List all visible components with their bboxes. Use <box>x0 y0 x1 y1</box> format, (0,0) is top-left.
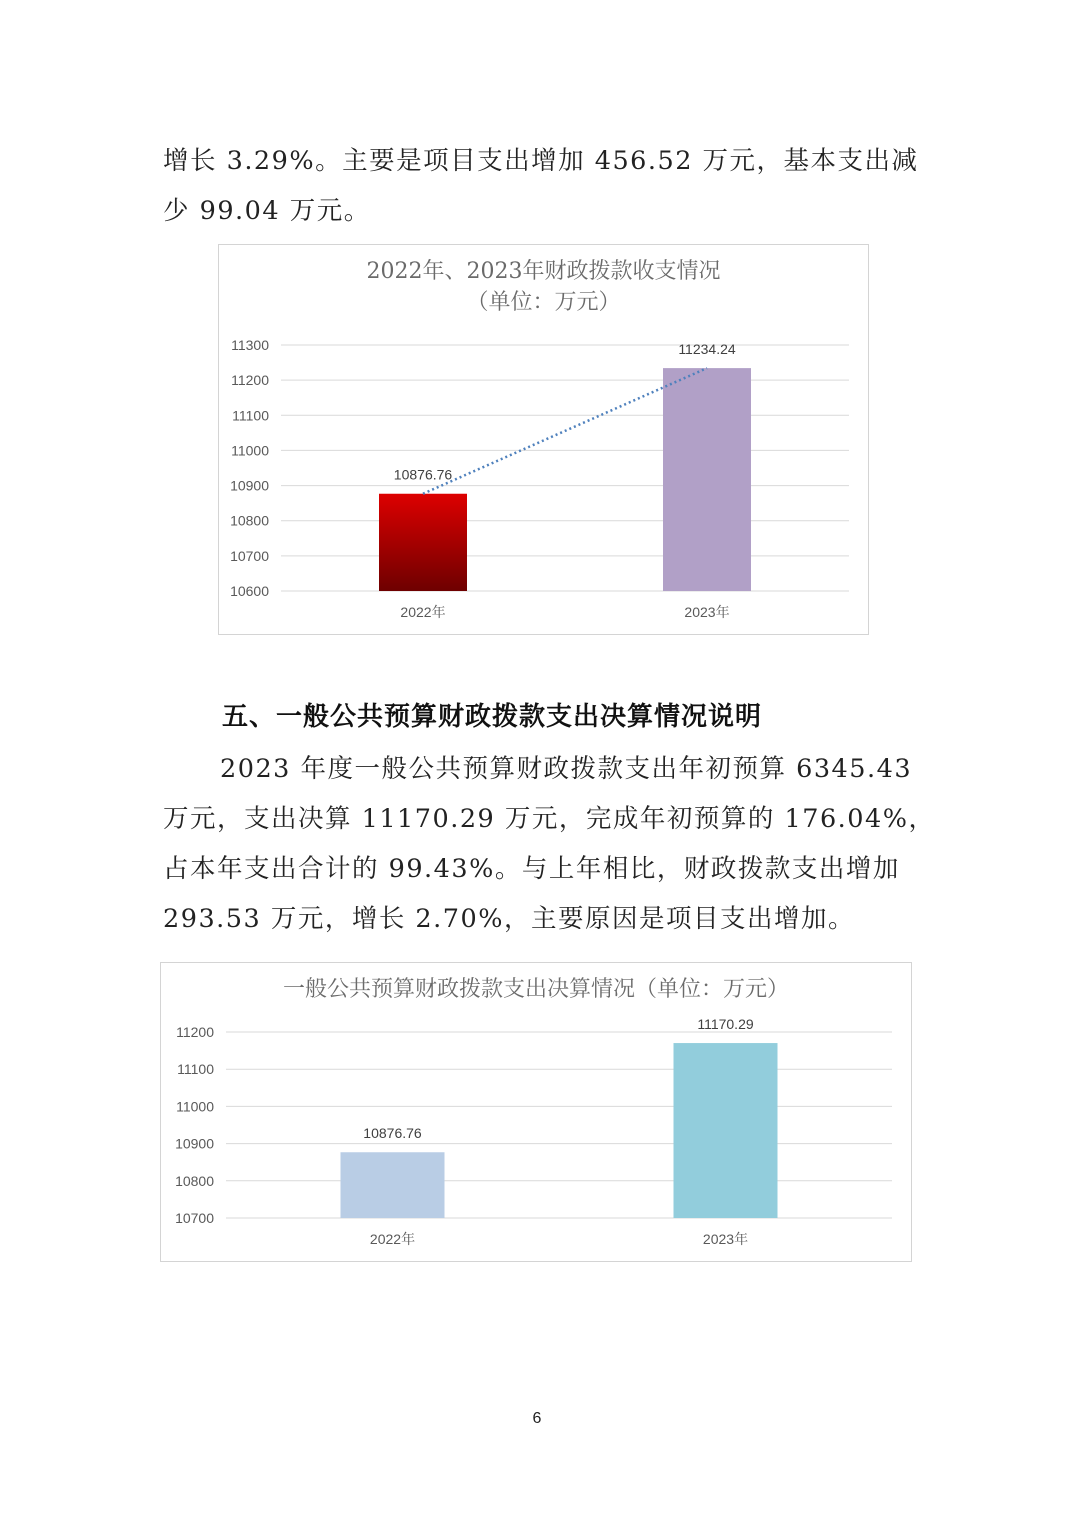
data-label: 10876.76 <box>393 466 453 483</box>
chart1-plot <box>219 245 870 636</box>
chart1-subtitle: （单位：万元） <box>466 290 621 315</box>
intro-line-2: 少 99.04 万元。 <box>163 196 371 226</box>
y-tick-label: 11200 <box>176 1024 214 1040</box>
y-tick-label: 10900 <box>175 1135 214 1152</box>
page-number: 6 <box>532 1410 542 1427</box>
bar <box>674 1043 778 1218</box>
y-tick-label: 10700 <box>230 547 269 564</box>
x-tick-label: 2022年 <box>369 1231 416 1247</box>
bar <box>379 494 467 591</box>
x-tick-label: 2023年 <box>702 1231 749 1247</box>
data-label: 10876.76 <box>363 1125 422 1142</box>
section-line-2: 万元，支出决算 11170.29 万元，完成年初预算的 176.04%， <box>163 804 936 834</box>
chart2-plot <box>161 963 913 1263</box>
y-tick-label: 10700 <box>175 1210 214 1226</box>
y-tick-label: 11000 <box>176 1098 214 1115</box>
y-tick-label: 11200 <box>231 372 269 389</box>
y-tick-label: 10800 <box>230 512 269 529</box>
y-tick-label: 11300 <box>231 337 269 353</box>
section-line-1: 2023 年度一般公共预算财政拨款支出年初预算 6345.43 <box>220 754 913 784</box>
section-heading: 五、一般公共预算财政拨款支出决算情况说明 <box>222 702 763 732</box>
y-tick-label: 10800 <box>175 1172 214 1189</box>
bar <box>341 1152 445 1218</box>
x-tick-label: 2022年 <box>400 604 446 620</box>
bar <box>663 368 751 591</box>
intro-paragraph <box>163 136 919 236</box>
y-tick-label: 11000 <box>231 442 269 459</box>
y-tick-label: 11100 <box>232 407 269 424</box>
x-tick-label: 2023年 <box>684 604 730 620</box>
section-paragraph <box>163 744 936 944</box>
chart-general-budget-expense <box>160 962 912 1262</box>
chart2-title: 一般公共预算财政拨款支出决算情况（单位：万元） <box>282 977 789 1002</box>
y-tick-label: 10900 <box>230 477 269 494</box>
section-line-3: 占本年支出合计的 99.43%。与上年相比，财政拨款支出增加 <box>163 854 900 884</box>
chart-appropriation-income-expense <box>218 244 869 635</box>
data-label: 11234.24 <box>678 341 736 358</box>
section-line-4: 293.53 万元，增长 2.70%，主要原因是项目支出增加。 <box>163 904 855 934</box>
y-tick-label: 11100 <box>177 1061 214 1078</box>
data-label: 11170.29 <box>697 1016 754 1033</box>
chart1-title: 2022年、2023年财政拨款收支情况 <box>366 259 721 284</box>
y-tick-label: 10600 <box>230 583 269 599</box>
intro-line-1: 增长 3.29%。主要是项目支出增加 456.52 万元，基本支出减 <box>163 146 919 176</box>
